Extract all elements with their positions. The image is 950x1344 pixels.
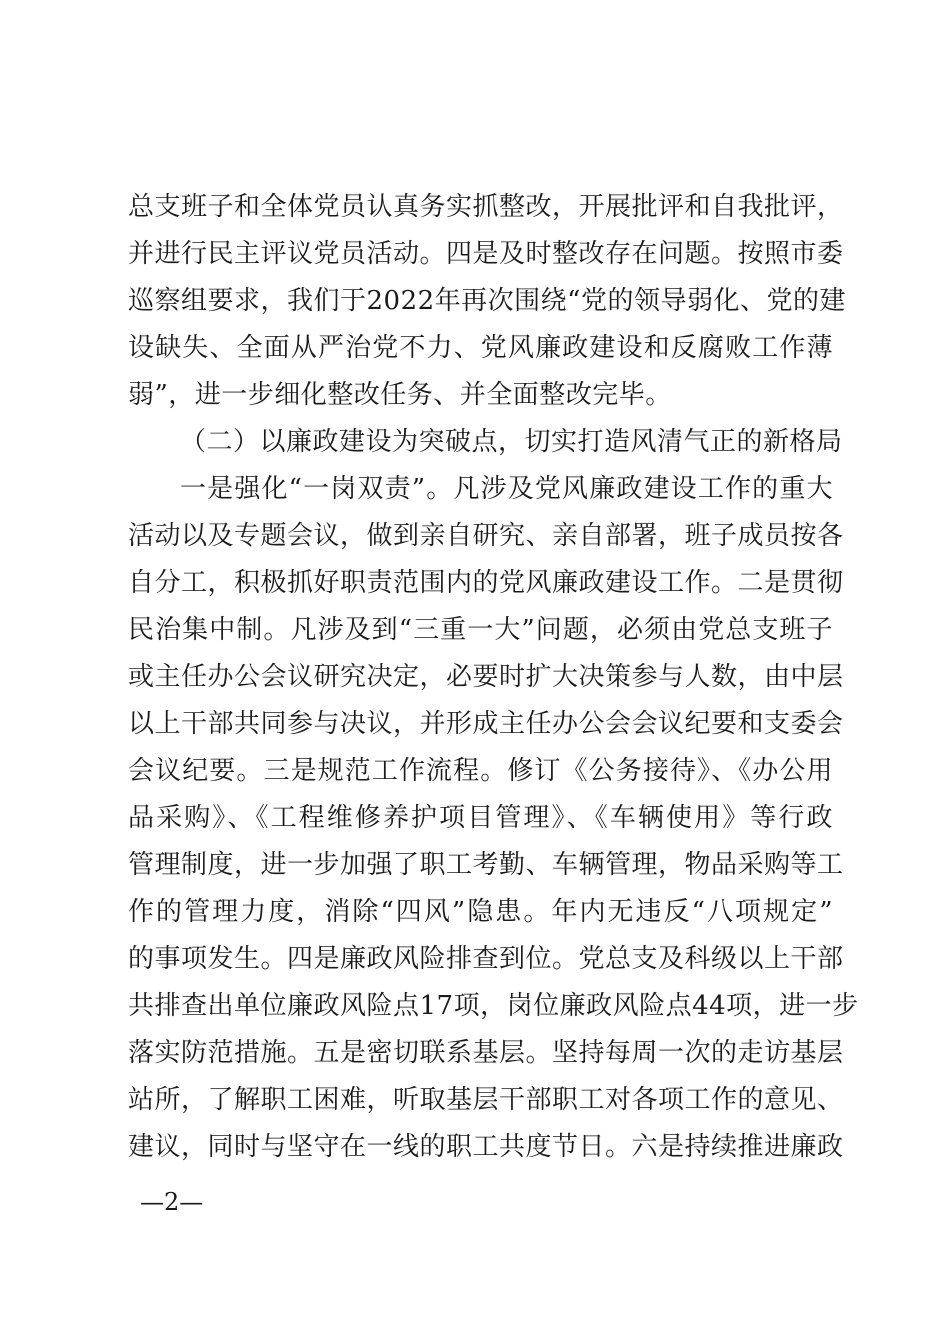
paragraph-line-12: 以上干部共同参与决议，并形成主任办公会会议纪要和支委会 <box>128 709 844 739</box>
paragraph-line-3: 巡察组要求，我们于2022年再次围绕“党的领导弱化、党的建 <box>128 286 846 316</box>
paragraph-line-18: 共排查出单位廉政风险点17项，岗位廉政风险点44项，进一步 <box>128 991 859 1021</box>
page-number: —2— <box>140 1188 204 1216</box>
paragraph-line-9: 自分工，积极抓好职责范围内的党风廉政建设工作。二是贯彻 <box>128 568 844 598</box>
paragraph-line-15: 管理制度，进一步加强了职工考勤、车辆管理，物品采购等工 <box>128 850 844 880</box>
paragraph-line-20: 站所，了解职工困难，听取基层干部职工对各项工作的意见、 <box>128 1085 844 1115</box>
paragraph-line-4: 设缺失、全面从严治党不力、党风廉政建设和反腐败工作薄 <box>128 333 833 363</box>
paragraph-line-5: 弱”，进一步细化整改任务、并全面整改完毕。 <box>128 380 672 410</box>
section-heading: （二）以廉政建设为突破点，切实打造风清气正的新格局 <box>180 427 843 457</box>
paragraph-line-7: 一是强化“一岗双责”。凡涉及党风廉政建设工作的重大 <box>180 474 833 504</box>
paragraph-line-10: 民治集中制。凡涉及到“三重一大”问题，必须由党总支班子 <box>128 615 833 645</box>
paragraph-line-11: 或主任办公会议研究决定，必要时扩大决策参与人数，由中层 <box>128 662 844 692</box>
paragraph-line-17: 的事项发生。四是廉政风险排查到位。党总支及科级以上干部 <box>128 944 844 974</box>
paragraph-line-2: 并进行民主评议党员活动。四是及时整改存在问题。按照市委 <box>128 239 844 269</box>
paragraph-line-13: 会议纪要。三是规范工作流程。修订《公务接待》、《办公用 <box>128 756 833 786</box>
paragraph-line-21: 建议，同时与坚守在一线的职工共度节日。六是持续推进廉政 <box>128 1132 844 1162</box>
paragraph-line-1: 总支班子和全体党员认真务实抓整改，开展批评和自我批评， <box>128 192 844 222</box>
paragraph-line-16: 作的管理力度，消除“四风”隐患。年内无违反“八项规定” <box>128 897 833 927</box>
paragraph-line-14: 品采购》、《工程维修养护项目管理》、《车辆使用》等行政 <box>128 803 833 833</box>
paragraph-line-19: 落实防范措施。五是密切联系基层。坚持每周一次的走访基层 <box>128 1038 844 1068</box>
paragraph-line-8: 活动以及专题会议，做到亲自研究、亲自部署，班子成员按各 <box>128 521 844 551</box>
